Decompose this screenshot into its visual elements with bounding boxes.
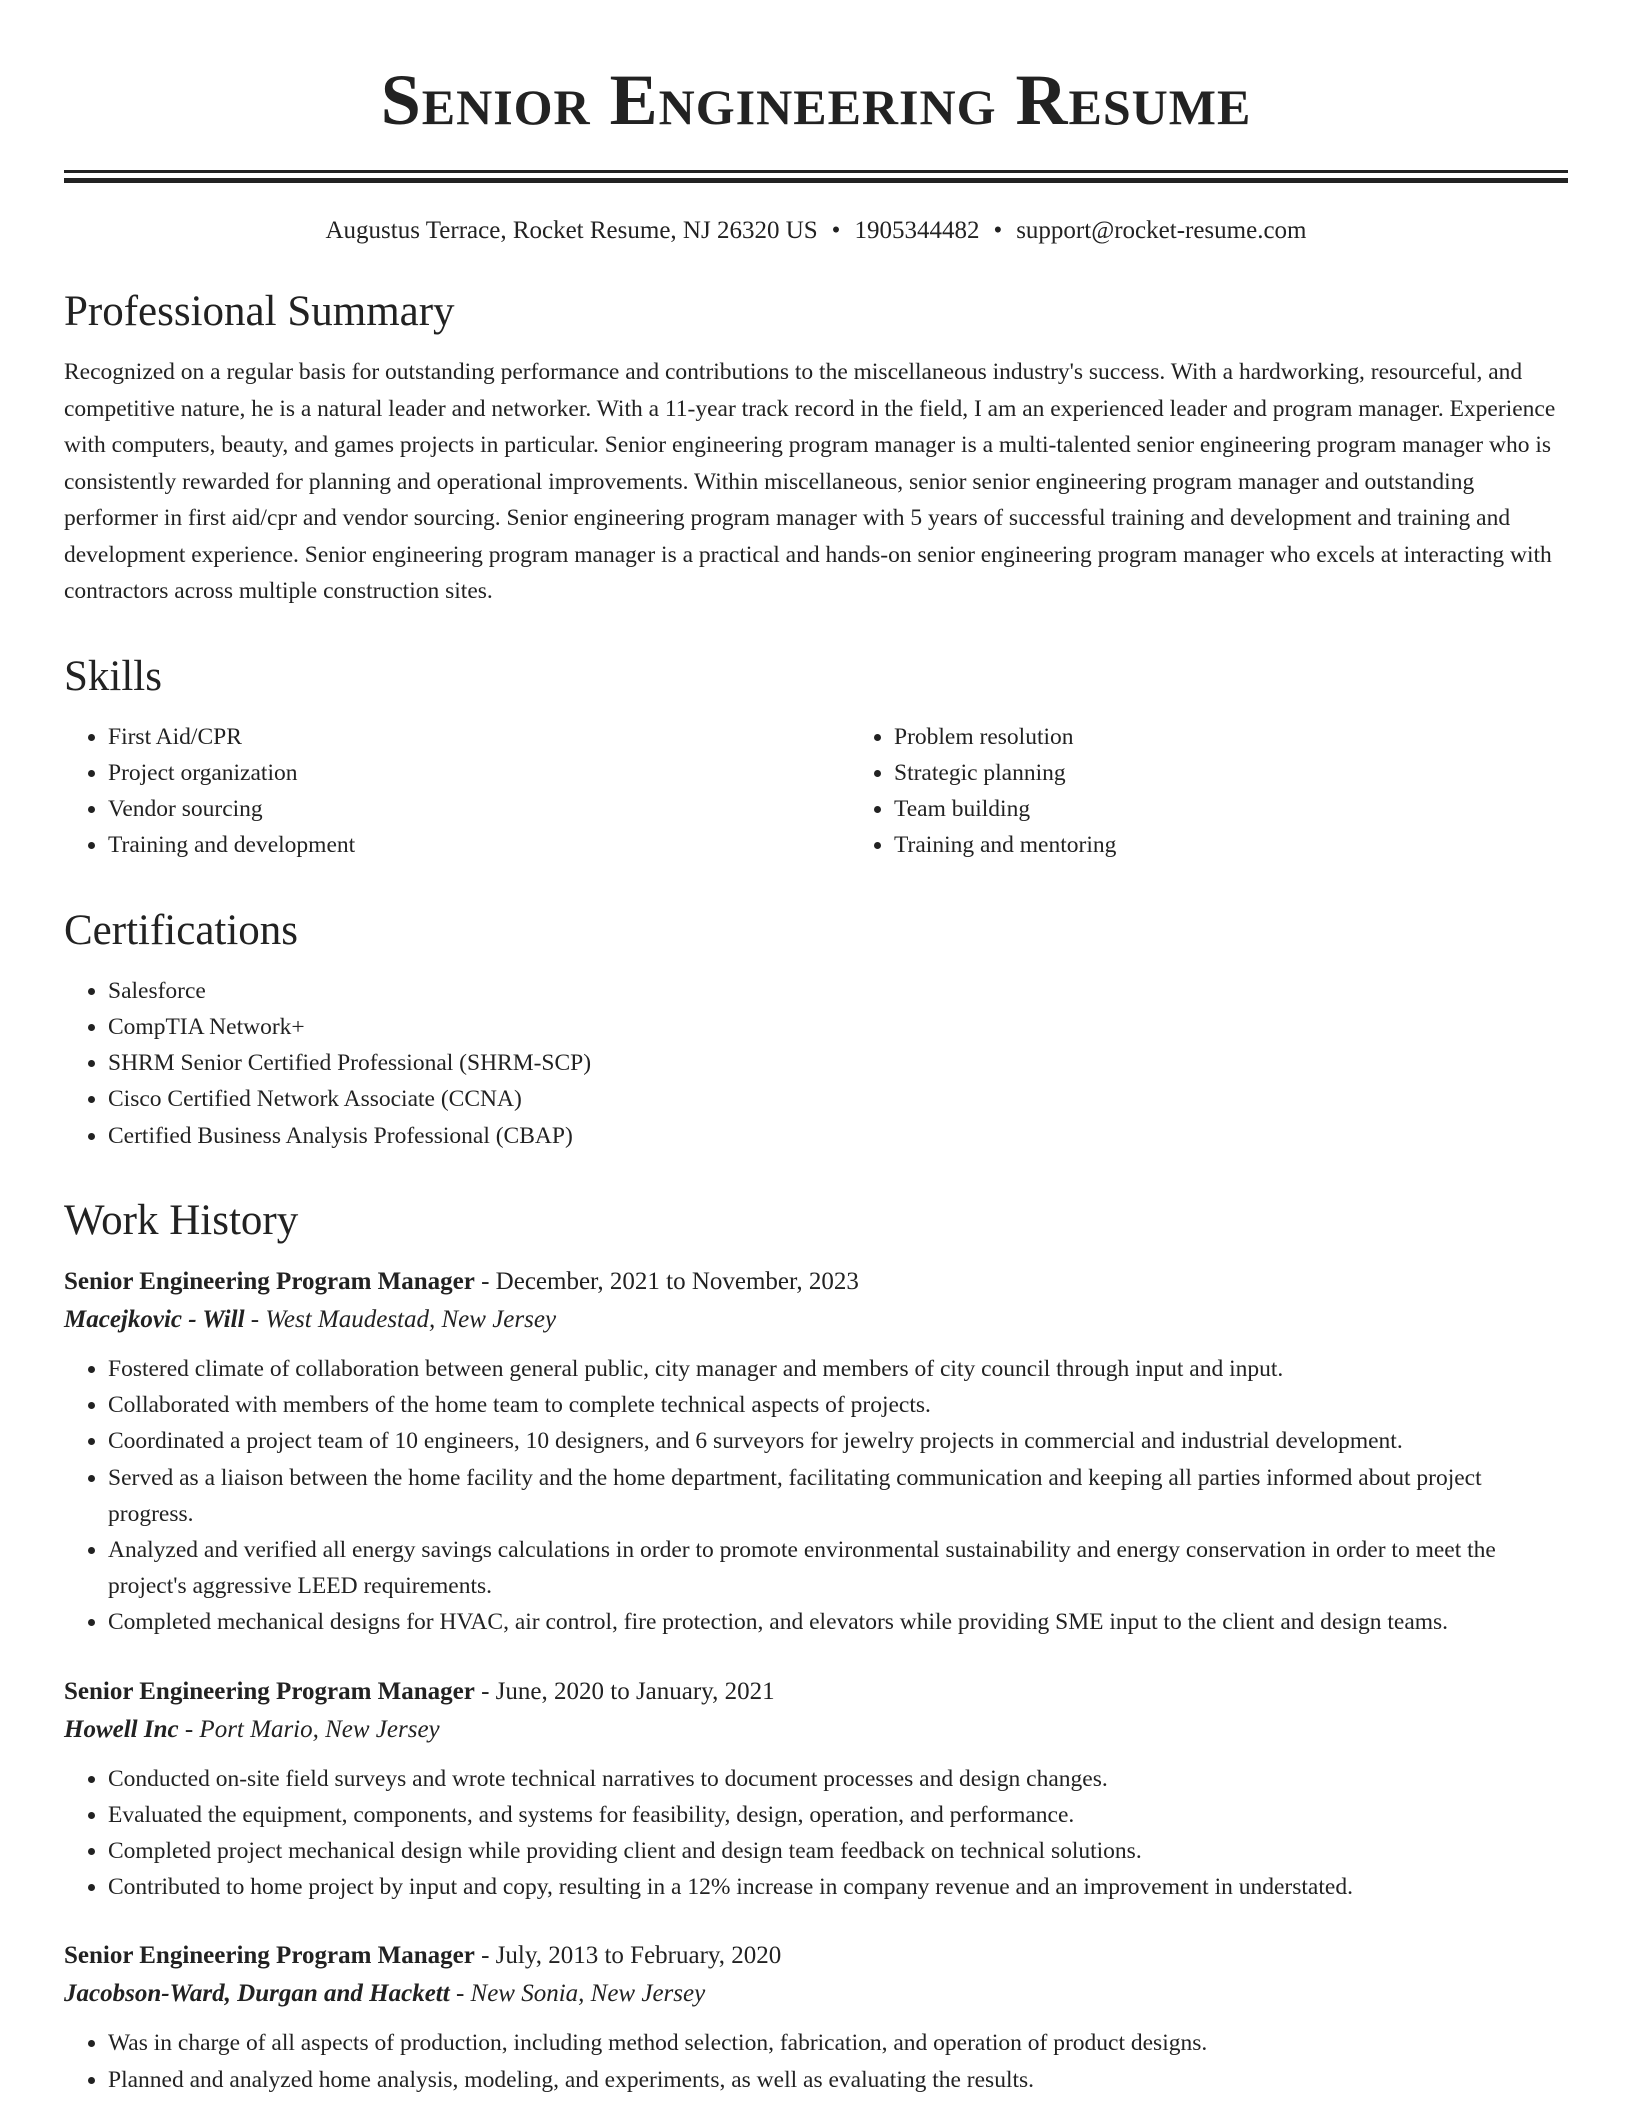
job-dates: - July, 2013 to February, 2020: [474, 1942, 782, 1970]
skills-list-left: [64, 719, 850, 864]
job-bullet: • Completed project mechanical design while providing client and design team feedback on technical solutions.: [108, 1833, 1568, 1869]
job-location: - West Maudestad, New Jersey: [244, 1305, 557, 1333]
certification-item: • SHRM Senior Certified Professional (SHRM-SCP): [108, 1045, 1568, 1081]
job-bullet: • Analyzed and verified all energy savings calculations in order to promote environmental sustainability and energy conservation in order to meet the project's aggressive LEED requirements.: [108, 1532, 1568, 1604]
job-bullet: • Evaluated the equipment, components, and systems for feasibility, design, operation, and performance.: [108, 1797, 1568, 1833]
skills-list-right: [850, 719, 1632, 864]
job-dates: - June, 2020 to January, 2021: [474, 1677, 775, 1705]
contact-address: Augustus Terrace, Rocket Resume, NJ 26320 US: [325, 217, 818, 244]
job-title-line: [64, 1937, 1568, 1975]
job-bullets: [64, 1761, 1568, 1906]
job-location: - New Sonia, New Jersey: [449, 1980, 706, 2008]
skill-item: • Training and mentoring: [894, 827, 1632, 863]
job-title: Senior Engineering Program Manager: [64, 1677, 475, 1705]
job-location: - Port Mario, New Jersey: [178, 1715, 440, 1743]
skill-item: • Problem resolution: [894, 719, 1632, 755]
job-company: Macejkovic - Will: [64, 1305, 245, 1333]
job-title: Senior Engineering Program Manager: [64, 1942, 475, 1970]
contact-email: support@rocket-resume.com: [1016, 217, 1307, 244]
certification-item: • CompTIA Network+: [108, 1009, 1568, 1045]
certifications-heading: Certifications: [64, 906, 299, 954]
skill-item: • Training and development: [108, 827, 850, 863]
job-company: Jacobson-Ward, Durgan and Hackett: [64, 1980, 450, 2008]
job-bullet: • Planned and analyzed home analysis, modeling, and experiments, as well as evaluating the results.: [108, 2062, 1568, 2098]
header-divider: [64, 170, 1568, 183]
contact-line: [64, 217, 1568, 245]
contact-separator: •: [993, 217, 1003, 244]
job-bullet: • Conducted on-site field surveys and wrote technical narratives to document processes and design changes.: [108, 1761, 1568, 1797]
summary-text: Recognized on a regular basis for outstanding performance and contributions to the miscellaneous industry's success. With a hardworking, resourceful, and competitive nature, he is a natural leader and networker. With a 11-year track record in the field, I am an experienced leader and program manager. Experience with computers, beauty, and games projects in particular. Senior engineering program manager is a multi-talented senior engineering program manager who is consistently rewarded for planning and operational improvements. Within miscellaneous, senior senior engineering program manager and outstanding performer in first aid/cpr and vendor sourcing. Senior engineering program manager with 5 years of successful training and development and training and development experience. Senior engineering program manager is a practical and hands-on senior engineering program manager who excels at interacting with contractors across multiple construction sites.: [64, 359, 1556, 605]
work-history-heading: Work History: [64, 1196, 299, 1244]
job-title: Senior Engineering Program Manager: [64, 1267, 475, 1295]
certification-item: • Certified Business Analysis Professional (CBAP): [108, 1118, 1568, 1154]
certifications-list: [64, 973, 1568, 1154]
job-title-line: [64, 1673, 1568, 1711]
job-entry: [64, 1937, 1568, 2097]
job-company: Howell Inc: [64, 1715, 179, 1743]
skill-item: • Vendor sourcing: [108, 791, 850, 827]
job-bullets: [64, 1351, 1568, 1641]
job-company-line: [64, 1711, 1568, 1749]
skill-item: • First Aid/CPR: [108, 719, 850, 755]
job-bullet: • Collaborated with members of the home team to complete technical aspects of projects.: [108, 1387, 1568, 1423]
job-company-line: [64, 1301, 1568, 1339]
job-bullet: • Was in charge of all aspects of production, including method selection, fabrication, and operation of product designs.: [108, 2025, 1568, 2061]
job-bullet: • Served as a liaison between the home facility and the home department, facilitating communication and keeping all parties informed about project progress.: [108, 1460, 1568, 1532]
skills-columns: [64, 719, 1568, 864]
job-company-line: [64, 1975, 1568, 2013]
contact-phone: 1905344482: [854, 217, 980, 244]
contact-separator: •: [831, 217, 841, 244]
skill-item: • Strategic planning: [894, 755, 1632, 791]
job-bullet: • Fostered climate of collaboration between general public, city manager and members of city council through input and input.: [108, 1351, 1568, 1387]
resume-title: Senior Engineering Resume: [380, 60, 1252, 140]
job-title-line: [64, 1263, 1568, 1301]
job-bullets: [64, 2025, 1568, 2097]
job-bullet: • Contributed to home project by input and copy, resulting in a 12% increase in company revenue and an improvement in understated.: [108, 1869, 1568, 1905]
job-dates: - December, 2021 to November, 2023: [474, 1267, 859, 1295]
certification-item: • Cisco Certified Network Associate (CCNA): [108, 1081, 1568, 1117]
skills-heading: Skills: [64, 652, 162, 700]
job-entry: [64, 1673, 1568, 1906]
job-bullet: • Completed mechanical designs for HVAC, air control, fire protection, and elevators while providing SME input to the client and design teams.: [108, 1604, 1568, 1640]
skill-item: • Team building: [894, 791, 1632, 827]
certification-item: • Salesforce: [108, 973, 1568, 1009]
skill-item: • Project organization: [108, 755, 850, 791]
job-bullet: • Coordinated a project team of 10 engineers, 10 designers, and 6 surveyors for jewelry projects in commercial and industrial development.: [108, 1423, 1568, 1459]
summary-heading: Professional Summary: [64, 288, 455, 335]
job-entry: [64, 1263, 1568, 1641]
